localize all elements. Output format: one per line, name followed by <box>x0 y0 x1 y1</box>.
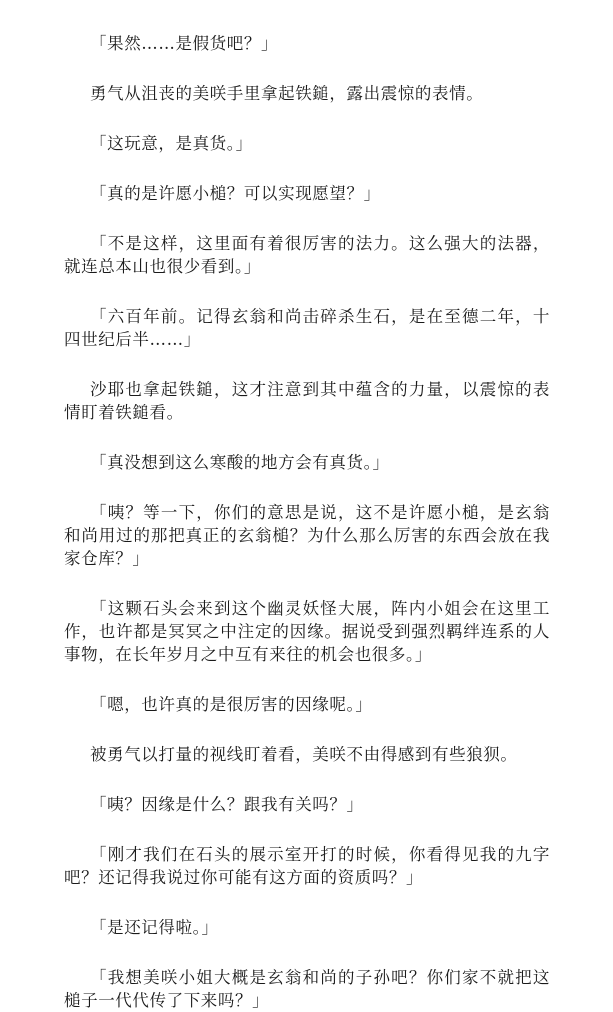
paragraph: 「咦？因缘是什么？跟我有关吗？」 <box>90 795 364 814</box>
paragraph: 「果然……是假货吧？」 <box>90 34 279 53</box>
paragraph: 「不是这样，这里面有着很厉害的法力。这么强大的法器，就连总本山也很少看到。」 <box>64 234 550 276</box>
paragraph: 「真的是许愿小槌？可以实现愿望？」 <box>90 184 381 203</box>
paragraph: 「咦？等一下，你们的意思是说，这不是许愿小槌，是玄翁和尚用过的那把真正的玄翁槌？为什么那么厉害的东西会放在我家仓库？」 <box>64 503 550 568</box>
paragraph: 沙耶也拿起铁鎚，这才注意到其中蕴含的力量，以震惊的表情盯着铁鎚看。 <box>64 380 550 422</box>
paragraph: 「嗯，也许真的是很厉害的因缘呢。」 <box>90 695 373 714</box>
paragraph: 「六百年前。记得玄翁和尚击碎杀生石，是在至德二年，十四世纪后半……」 <box>64 307 550 349</box>
paragraph: 「这玩意，是真货。」 <box>90 134 253 153</box>
document-page <box>64 32 550 1012</box>
paragraph: 「这颗石头会来到这个幽灵妖怪大展，阵内小姐会在这里工作，也许都是冥冥之中注定的因缘。据说受到强烈羁绊连系的人事物，在长年岁月之中互有来往的机会也很多。」 <box>64 599 550 664</box>
paragraph: 「我想美咲小姐大概是玄翁和尚的子孙吧？你们家不就把这槌子一代代传了下来吗？」 <box>64 968 550 1010</box>
paragraph: 「是还记得啦。」 <box>90 918 219 937</box>
paragraph: 「刚才我们在石头的展示室开打的时候，你看得见我的九字吧？还记得我说过你可能有这方面的资质吗？」 <box>64 845 550 887</box>
paragraph: 勇气从沮丧的美咲手里拿起铁鎚，露出震惊的表情。 <box>90 84 484 103</box>
paragraph: 被勇气以打量的视线盯着看，美咲不由得感到有些狼狈。 <box>90 745 518 764</box>
paragraph: 「真没想到这么寒酸的地方会有真货。」 <box>90 453 390 472</box>
